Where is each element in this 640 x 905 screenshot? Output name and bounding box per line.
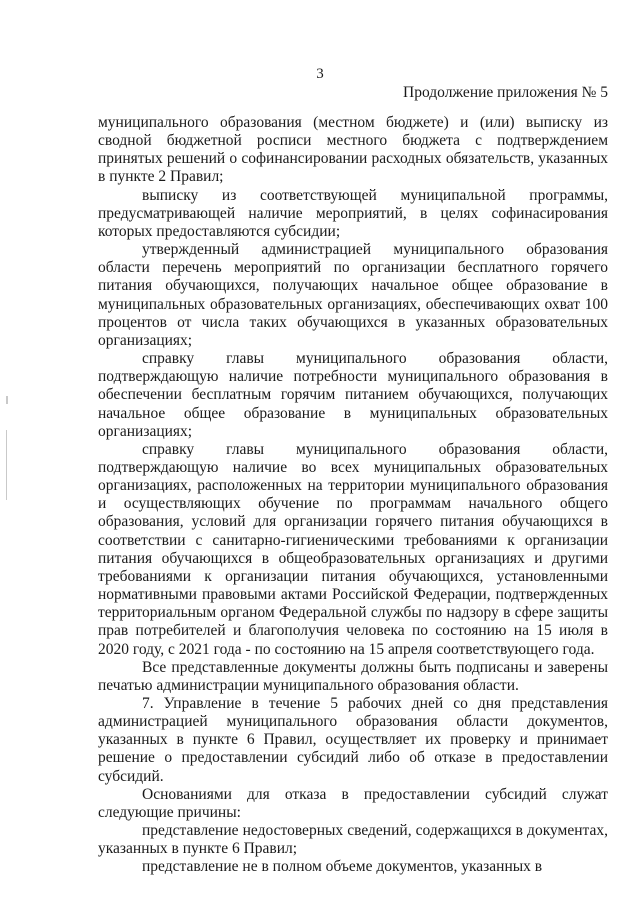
paragraph: представление недостоверных сведений, содержащихся в документах, указанных в пункте 6 Правил;	[98, 822, 608, 858]
paragraph: муниципального образования (местном бюджете) и (или) выписку из сводной бюджетной росписи местного бюджета с подтверждением принятых решений о софинансировании расходных обязательств, указанных в пункте 2 Правил;	[98, 114, 608, 186]
paragraph: Все представленные документы должны быть подписаны и заверены печатью администрации муниципального образования области.	[98, 658, 608, 694]
paragraph: справку главы муниципального образования области, подтверждающую наличие потребности муниципального образования в обеспечении бесплатным горячим питанием обучающихся, получающих начальное общее образование в муниципальных образовательных организациях;	[98, 350, 608, 440]
paragraph: утвержденный администрацией муниципального образования области перечень мероприятий по организации бесплатного горячего питания обучающихся, получающих начальное общее образование в муниципальных образовательных организациях, обеспечивающих охват 100 процентов от числа таких обучающихся в указанных образовательных организациях;	[98, 241, 608, 349]
paragraph: справку главы муниципального образования области, подтверждающую наличие во всех муниципальных образовательных организациях, расположенных на территории муниципального образования и осуществляющих обучение по программам начального общего образования, условий для организации горячего питания обучающихся в соответствии с санитарно-гигиеническими требованиями к организации питания обучающихся в общеобразовательных организациях и другими требованиями к организации питания обучающихся, установленными нормативными правовыми актами Российской Федерации, подтвержденных территориальным органом Федеральной службы по надзору в сфере защиты прав потребителей и благополучия человека по состоянию на 15 июля в 2020 году, с 2021 года - по состоянию на 15 апреля соответствующего года.	[98, 440, 608, 658]
scan-artifact	[6, 430, 7, 500]
paragraph: выписку из соответствующей муниципальной программы, предусматривающей наличие мероприятий, в целях софинасирования которых предоставляются субсидии;	[98, 186, 608, 240]
paragraph: представление не в полном объеме документов, указанных в	[142, 858, 543, 876]
page-number: 3	[316, 66, 324, 82]
scan-artifact	[6, 396, 8, 404]
appendix-header: Продолжение приложения № 5	[403, 84, 608, 101]
paragraph: 7. Управление в течение 5 рабочих дней со дня представления администрацией муниципального образования области документов, указанных в пункте 6 Правил, осуществляет их проверку и принимает решение о предоставлении субсидий либо об отказе в предоставлении субсидий.	[98, 695, 608, 785]
paragraph: Основаниями для отказа в предоставлении субсидий служат следующие причины:	[98, 785, 608, 821]
document-body	[98, 114, 608, 877]
